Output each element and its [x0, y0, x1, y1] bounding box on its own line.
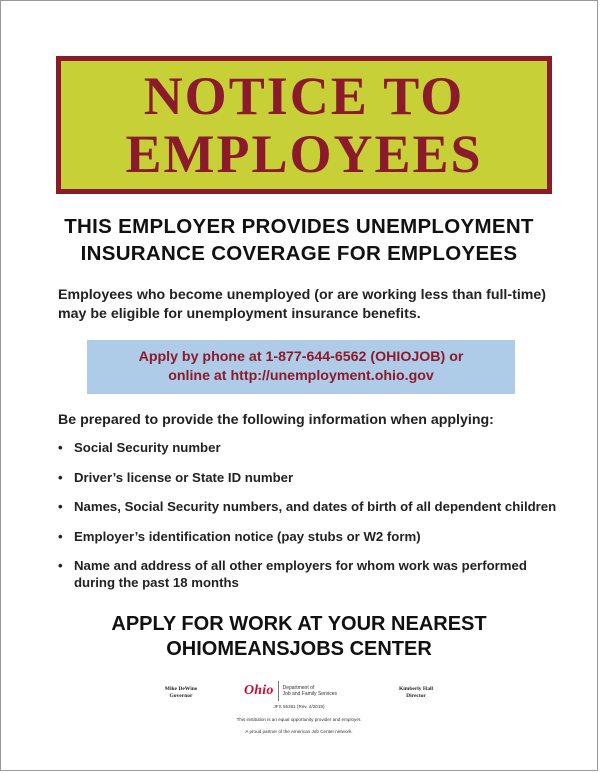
list-item-text: Name and address of all other employers for whom work was performed during the past 18 months [74, 558, 527, 590]
coverage-heading-line-1: THIS EMPLOYER PROVIDES UNEMPLOYMENT [64, 215, 534, 238]
list-item [58, 557, 558, 591]
bullet-icon: • [58, 469, 63, 485]
logo-divider [278, 681, 279, 701]
department-line-1: Department of [282, 685, 315, 691]
list-item-text: Employer’s identification notice (pay stubs or W2 form) [74, 528, 421, 544]
bullet-icon: • [58, 528, 63, 544]
bullet-icon: • [58, 558, 63, 573]
department-name [283, 685, 337, 697]
director-signature [386, 686, 446, 700]
list-item [58, 469, 558, 486]
governor-name: Mike DeWine [164, 686, 198, 692]
eligibility-line-1: Employees who become unemployed (or are working less than full-time) [58, 287, 546, 303]
title-line-1: NOTICE TO [143, 66, 465, 126]
coverage-heading [1, 213, 597, 267]
prepared-heading: Be prepared to provide the following information when applying: [58, 412, 494, 428]
title-line-2: EMPLOYEES [125, 124, 483, 184]
eligibility-paragraph [58, 286, 558, 324]
governor-signature [151, 686, 211, 700]
bullet-icon: • [58, 440, 63, 455]
apply-for-work-line-2: OHIOMEANSJOBS CENTER [166, 638, 432, 660]
list-item [58, 498, 558, 515]
list-item [58, 528, 558, 545]
apply-for-work-line-1: APPLY FOR WORK AT YOUR NEAREST [111, 613, 487, 635]
title-banner [56, 56, 552, 194]
director-name: Kimberly Hall [398, 686, 434, 692]
apply-for-work-heading [1, 612, 597, 662]
director-title: Director [406, 693, 426, 699]
requirements-list [58, 439, 558, 604]
form-id: JFS 55361 (Rev. 4/2019) [273, 704, 325, 709]
list-item-text: Driver’s license or State ID number [74, 469, 294, 485]
list-item-text: Social Security number [74, 440, 221, 455]
equal-opportunity-statement: This institution is an equal opportunity provider and employer. [236, 717, 362, 722]
department-line-2: Job and Family Services [282, 691, 338, 697]
apply-info-box [87, 340, 515, 394]
coverage-heading-line-2: INSURANCE COVERAGE FOR EMPLOYEES [80, 242, 518, 265]
bullet-icon: • [58, 499, 63, 514]
partner-statement: A proud partner of the American Job Center network. [245, 729, 353, 734]
apply-online-line: online at http://unemployment.ohio.gov [168, 368, 434, 384]
governor-title: Governor [169, 693, 193, 699]
ohio-jfs-logo [244, 681, 337, 701]
eligibility-line-2: may be eligible for unemployment insurance benefits. [58, 306, 421, 322]
apply-phone-line: Apply by phone at 1-877-644-6562 (OHIOJOB) or [138, 349, 464, 365]
list-item [58, 439, 558, 456]
list-item-text: Names, Social Security numbers, and dates of birth of all dependent children [74, 499, 557, 514]
ohio-logo-word: Ohio [244, 683, 274, 698]
